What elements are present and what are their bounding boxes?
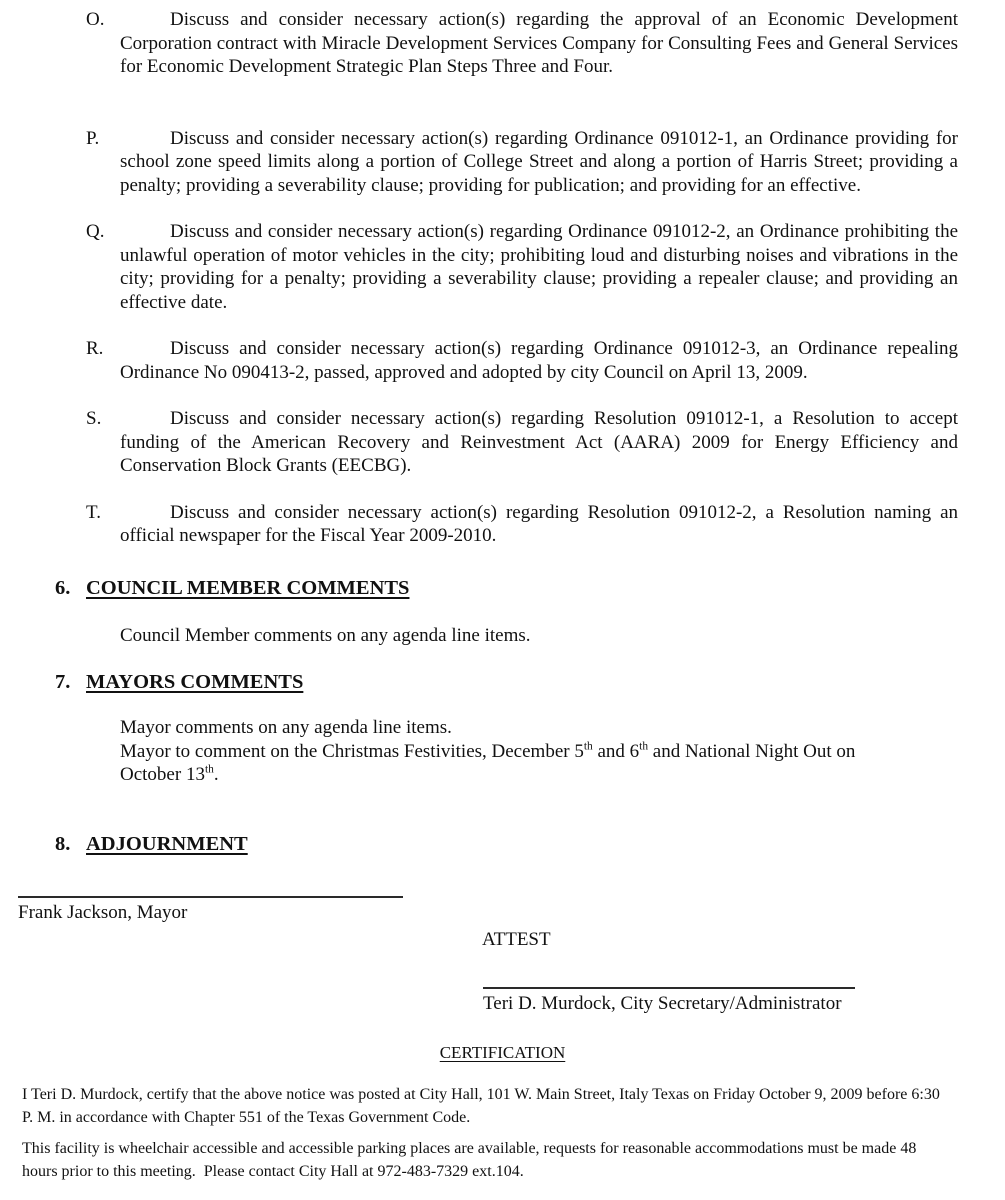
- agenda-item-o: [86, 8, 958, 79]
- ordinal-superscript: th: [583, 740, 593, 753]
- mayors-body-line-1: Mayor comments on any agenda line items.: [120, 717, 452, 738]
- item-text: Discuss and consider necessary action(s) regarding Resolution 091012-1, a Resolution to accept funding of the American Recovery and Reinvestment Act (AARA) 2009 for Energy Efficiency and Conservation Block Grants (EECBG).: [120, 408, 958, 476]
- ordinal-superscript: th: [204, 763, 214, 776]
- attest-label: ATTEST: [482, 929, 551, 950]
- section-heading-mayors-comments: [55, 670, 1005, 694]
- item-letter: Q.: [86, 221, 105, 242]
- agenda-item-q: [86, 220, 958, 314]
- council-comments-body: Council Member comments on any agenda line items.: [120, 624, 531, 646]
- agenda-item-p: [86, 127, 958, 198]
- section-heading-adjournment: [55, 832, 1005, 856]
- mayors-comments-body: [120, 716, 958, 787]
- section-number: 8.: [55, 832, 71, 855]
- accessibility-notice-paragraph: This facility is wheelchair accessible and accessible parking places are available, requests for reasonable accommodations must be made 48 hours prior to this meeting. Please contact City Hall at 972-483-7329 ext.104.: [22, 1140, 921, 1180]
- certification-posting-paragraph: I Teri D. Murdock, certify that the above notice was posted at City Hall, 101 W. Main Street, Italy Texas on Friday October 9, 2009 before 6:30 P. M. in accordance with Chapter 551 of the Texas Government Code.: [22, 1086, 944, 1126]
- agenda-item-s: [86, 407, 958, 478]
- mayors-body-line-3: October 13th.: [120, 763, 219, 785]
- item-text: Discuss and consider necessary action(s) regarding Ordinance 091012-1, an Ordinance providing for school zone speed limits along a portion of College Street and along a portion of Harris Street; providing a penalty; providing a severability clause; providing for publication; and providing for an effective.: [120, 127, 958, 196]
- item-letter: T.: [86, 501, 101, 523]
- mayor-signature-name: Frank Jackson, Mayor: [18, 901, 188, 923]
- mayors-body-line-2: Mayor to comment on the Christmas Festivities, December 5th and 6th and National Night Out on: [120, 740, 856, 762]
- item-letter: O.: [86, 9, 105, 30]
- item-text: Discuss and consider necessary action(s) regarding the approval of an Economic Development Corporation contract with Miracle Development Services Company for Consulting Fees and General Services for Economic Development Strategic Plan Steps Three and Four.: [120, 9, 958, 77]
- agenda-item-list: [0, 8, 1005, 548]
- ordinal-superscript: th: [639, 740, 649, 753]
- agenda-item-t: [86, 501, 958, 548]
- item-letter: R.: [86, 338, 104, 359]
- certification-heading: CERTIFICATION: [439, 1043, 566, 1062]
- section-title: COUNCIL MEMBER COMMENTS: [86, 576, 410, 599]
- agenda-item-r: [86, 337, 958, 384]
- section-title: ADJOURNMENT: [86, 832, 248, 855]
- section-number: 7.: [55, 671, 71, 693]
- item-text: Discuss and consider necessary action(s) regarding Ordinance 091012-2, an Ordinance prohibiting the unlawful operation of motor vehicles in the city; prohibiting loud and disturbing noises and vibrations in the city; providing for a penalty; providing a severability clause; providing a repealer clause; and providing an effective date.: [120, 221, 958, 313]
- section-title: MAYORS COMMENTS: [86, 671, 304, 693]
- item-letter: P.: [86, 127, 100, 149]
- secretary-signature-name: Teri D. Murdock, City Secretary/Administrator: [483, 992, 842, 1014]
- item-text: Discuss and consider necessary action(s) regarding Resolution 091012-2, a Resolution naming an official newspaper for the Fiscal Year 2009-2010.: [120, 501, 958, 546]
- section-heading-council-member-comments: [55, 576, 1005, 600]
- item-letter: S.: [86, 408, 102, 429]
- item-text: Discuss and consider necessary action(s) regarding Ordinance 091012-3, an Ordinance repealing Ordinance No 090413-2, passed, approved and adopted by city Council on April 13, 2009.: [120, 338, 958, 383]
- section-number: 6.: [55, 576, 71, 599]
